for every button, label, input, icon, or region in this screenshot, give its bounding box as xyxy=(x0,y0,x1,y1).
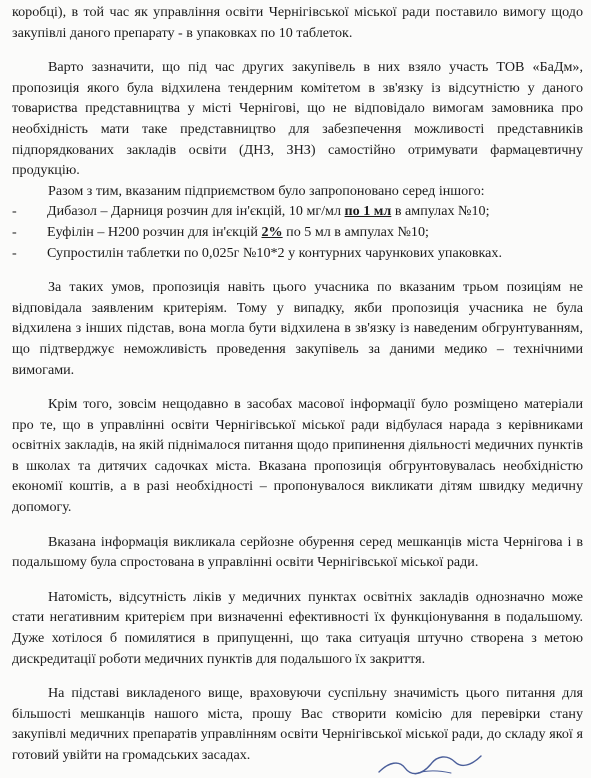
paragraph-badm-participation: Варто зазначити, що під час других закупівель в них взяло участь ТОВ «БаДм», пропозиція якого була відхилена тендерним комітетом в зв'язку із відсутністю у даного товариства представництва у місті Чернігові, що не відповідало вимогам замовника про необхідність мати таке представництво для забезпечення можливості представників підпорядкованих закладів освіти (ДНЗ, ЗНЗ) самостійно отримувати фармацевтичну продукцію. xyxy=(12,59,583,179)
paragraph-continuation: коробці), в той час як управління освіти Чернігівської міської ради поставило вимогу щодо закупівлі даного препарату - в упаковках по 10 таблеток. xyxy=(12,4,583,41)
list-item-text: Еуфілін – Н200 розчин для ін'єкцій xyxy=(47,223,262,240)
list-dash: - xyxy=(12,223,17,240)
list-item-text-end: в ампулах №10; xyxy=(391,203,490,220)
list-item-text: Дибазол – Дарниця розчин для ін'єкцій, 10 мг/мл xyxy=(47,203,345,220)
list-dash: - xyxy=(12,244,17,261)
list-item-text: Супростилін таблетки по 0,025г №10*2 у контурних чарункових упаковках. xyxy=(47,244,502,261)
paragraph-request-commission: На підставі викладеного вище, враховуючи суспільну значимість цього питання для більшості мешканців нашого міста, прошу Вас створити комісію для перевірки стану закупівлі медичних препаратів управлінням освіти Чернігівської міської ради, до складу якої я готовий увійти на громадських засадах. xyxy=(12,685,583,763)
list-dash: - xyxy=(12,203,17,220)
list-item xyxy=(12,222,583,243)
paragraph-media-reports: Крім того, зовсім нещодавно в засобах масової інформації було розміщено матеріали про те, що в управлінні освіти Чернігівської міської ради відбулася нарада з керівниками освітніх закладів, на якій піднімалося питання щодо припинення діяльності медичних пунктів в школах та дитячих садочках міста. Вказана пропозиція обгрунтовувалась необхідністю економії коштів, а в разі необхідності – пропонувалося викликати дітям швидку медичну допомогу. xyxy=(12,396,583,516)
list-item-text-end: по 5 мл в ампулах №10; xyxy=(282,223,429,240)
paragraph-criteria-mismatch: За таких умов, пропозиція навіть цього учасника по вказаним трьом позиціям не відповідала заявленим критеріям. Тому у випадку, якби пропозиція учасника не була відхилена з інших підстав, вона могла бути відхилена в зв'язку із наведеним обгрунтуванням, що підтверджує неможливість проведення закупівель за даними медико – технічними вимогами. xyxy=(12,279,583,378)
document-body xyxy=(12,2,583,766)
list-item xyxy=(12,243,583,264)
paragraph-offer-intro: Разом з тим, вказаним підприємством було запропоновано серед іншого: xyxy=(48,182,485,199)
list-item-emphasis: по 1 мл xyxy=(344,203,392,220)
paragraph-public-outrage: Вказана інформація викликала серйозне обурення серед мешканців міста Чернігова і в подальшому була спростована в управлінні освіти Чернігівської міської ради. xyxy=(12,533,583,571)
handwritten-signature-icon xyxy=(375,748,485,778)
list-item xyxy=(12,201,583,222)
offered-drugs-list xyxy=(12,201,583,263)
paragraph-negative-criterion: Натомість, відсутність ліків у медичних пунктах освітніх закладів однозначно може стати негативним критерієм при визначенні ефективності їх функціонування в подальшому. Дуже хотілося б помилятися в припущенні, що така ситуація штучно створена з метою дискредитації роботи медичних пунктів для подальшого їх закриття. xyxy=(12,588,583,667)
list-item-emphasis: 2% xyxy=(261,223,283,240)
